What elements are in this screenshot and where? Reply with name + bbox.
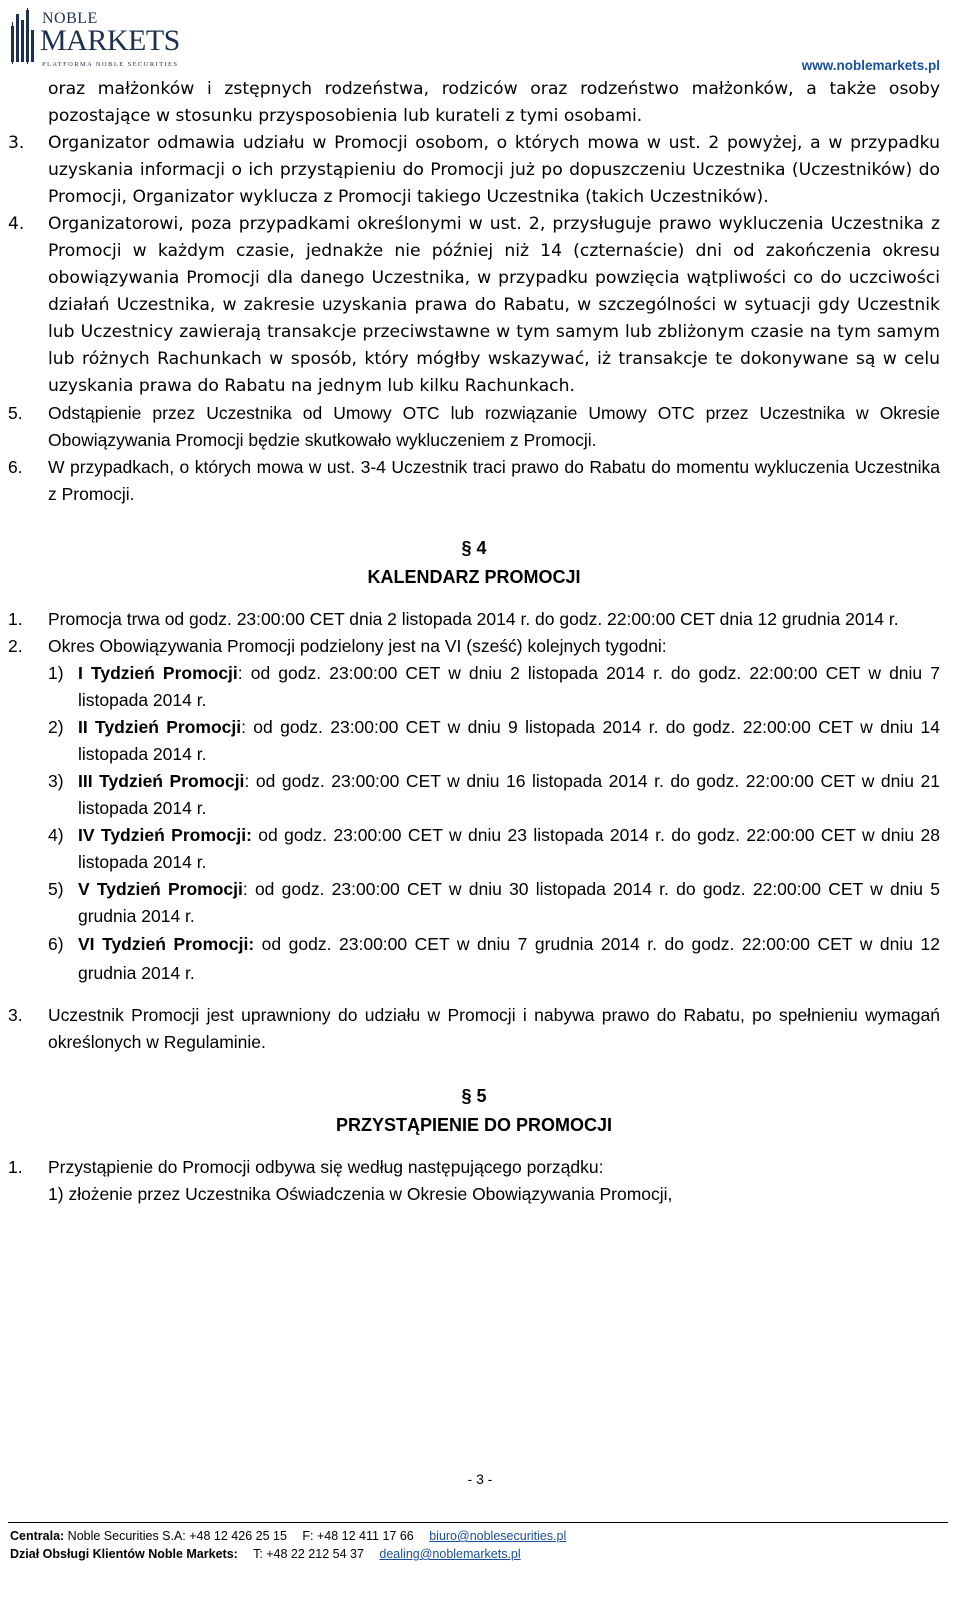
item-text: Uczestnik Promocji jest uprawniony do udziału w Promocji i nabywa prawo do Rabatu, po spełnieniu wymagań określonych w Regulaminie. xyxy=(48,1005,940,1052)
week-sep: : xyxy=(242,879,248,899)
week-sep: : xyxy=(241,717,246,737)
item-text: Odstąpienie przez Uczestnika od Umowy OTC lub rozwiązanie Umowy OTC przez Uczestnika w Okresie Obowiązywania Promocji będzie skutkowało wykluczeniem z Promocji. xyxy=(48,403,940,450)
item-number: 4. xyxy=(8,214,25,234)
week-title: IV Tydzień Promocji: xyxy=(78,825,252,845)
list-item xyxy=(8,454,940,508)
item-number: 6. xyxy=(8,457,23,477)
week-item xyxy=(8,876,940,930)
continued-line-2: pozostające w stosunku przysposobienia lub kurateli z tymi osobami. xyxy=(48,106,643,126)
week-item xyxy=(8,768,940,822)
week-text: od godz. 23:00:00 CET w dniu 30 listopada 2014 r. do godz. 22:00:00 CET w dniu 5 grudnia 2014 r. xyxy=(78,879,940,926)
join-subitem-1 xyxy=(8,1181,940,1208)
week-text: od godz. 23:00:00 CET w dniu 9 listopada 2014 r. do godz. 22:00:00 CET w dniu 14 listopada 2014 r. xyxy=(78,717,940,764)
week-sep: : xyxy=(237,663,243,683)
week-item xyxy=(8,660,940,714)
week-item xyxy=(8,930,940,988)
item-number: 5. xyxy=(8,403,23,423)
footer-email-dealing-link[interactable]: dealing@noblemarkets.pl xyxy=(379,1547,521,1561)
item-text: Przystąpienie do Promocji odbywa się według następującego porządku: xyxy=(48,1157,604,1177)
noble-markets-logo xyxy=(10,6,180,68)
week-title: I Tydzień Promocji xyxy=(78,663,238,683)
footer-divider xyxy=(8,1522,948,1523)
document-body xyxy=(8,76,940,1208)
logo-markets-text: MARKETS xyxy=(40,24,180,57)
week-text: od godz. 23:00:00 CET w dniu 7 grudnia 2014 r. do godz. 22:00:00 CET w dniu 12 grudnia 2014 r. xyxy=(78,934,940,983)
week-number: 2) xyxy=(48,717,64,737)
footer-line-1 xyxy=(10,1529,566,1543)
list-item xyxy=(8,130,940,211)
footer-fax: F: +48 12 411 17 66 xyxy=(302,1529,414,1543)
section-4-title: KALENDARZ PROMOCJI xyxy=(367,567,581,587)
item-number: 2. xyxy=(8,636,23,656)
list-item xyxy=(8,211,940,400)
week-title: V Tydzień Promocji xyxy=(78,879,243,899)
continued-line-1: oraz małżonków i zstępnych rodzeństwa, rodziców oraz rodzeństwo małżonków, a także osoby xyxy=(48,79,940,99)
footer-line-2 xyxy=(10,1547,521,1561)
item-number: 1. xyxy=(8,609,23,629)
item-text: Okres Obowiązywania Promocji podzielony jest na VI (sześć) kolejnych tygodni: xyxy=(48,636,667,656)
item-text: Promocja trwa od godz. 23:00:00 CET dnia 2 listopada 2014 r. do godz. 22:00:00 CET dnia 12 grudnia 2014 r. xyxy=(48,609,899,629)
item-text: Organizator odmawia udziału w Promocji osobom, o których mowa w ust. 2 powyżej, a w przypadku uzyskania informacji o ich przystąpieniu do Promocji już po dopuszczeniu Uczestnika (Uczestników) do Promocji, Organizator wyklucza z Promocji takiego Uczestnika (takich Uczestników). xyxy=(48,133,940,207)
week-sep: : xyxy=(244,771,250,791)
section-5-title: PRZYSTĄPIENIE DO PROMOCJI xyxy=(335,1115,613,1135)
footer-customer-service-phone: T: +48 22 212 54 37 xyxy=(253,1547,364,1561)
week-title: II Tydzień Promocji xyxy=(78,717,242,737)
week-text: od godz. 23:00:00 CET w dniu 23 listopada 2014 r. do godz. 22:00:00 CET w dniu 28 listopada 2014 r. xyxy=(78,825,940,872)
week-item xyxy=(8,714,940,768)
calendar-item-2 xyxy=(8,633,940,660)
logo-bars-icon xyxy=(10,8,38,64)
footer-customer-service-label: Dział Obsługi Klientów Noble Markets: xyxy=(10,1547,238,1561)
week-number: 1) xyxy=(48,663,64,683)
week-text: od godz. 23:00:00 CET w dniu 16 listopada 2014 r. do godz. 22:00:00 CET w dniu 21 listopada 2014 r. xyxy=(78,771,940,818)
week-text: od godz. 23:00:00 CET w dniu 2 listopada 2014 r. do godz. 22:00:00 CET w dniu 7 listopada 2014 r. xyxy=(78,663,940,710)
section-5-number: § 5 xyxy=(461,1086,487,1106)
week-item xyxy=(8,822,940,876)
week-number: 5) xyxy=(48,879,64,899)
item-text: W przypadkach, o których mowa w ust. 3-4 Uczestnik traci prawo do Rabatu do momentu wykluczenia Uczestnika z Promocji. xyxy=(48,457,940,504)
week-number: 6) xyxy=(48,934,64,954)
week-title: VI Tydzień Promocji: xyxy=(78,934,255,954)
logo-noble-text: NOBLE xyxy=(42,10,98,27)
footer-email-biuro-link[interactable]: biuro@noblesecurities.pl xyxy=(429,1529,567,1543)
item-number: 3. xyxy=(8,133,25,153)
calendar-item-1 xyxy=(8,606,940,633)
join-item-1 xyxy=(8,1154,940,1181)
page-number: - 3 - xyxy=(467,1471,493,1487)
list-item xyxy=(8,400,940,454)
item-number: 1. xyxy=(8,1157,23,1177)
page-header xyxy=(0,0,960,78)
footer-headquarters-phone: Noble Securities S.A: +48 12 426 25 15 xyxy=(67,1529,287,1543)
subitem-number: 1) xyxy=(48,1184,64,1204)
site-url: www.noblemarkets.pl xyxy=(801,58,940,73)
week-title: III Tydzień Promocji xyxy=(78,771,245,791)
subitem-text: złożenie przez Uczestnika Oświadczenia w Okresie Obowiązywania Promocji, xyxy=(68,1184,673,1204)
item-number: 3. xyxy=(8,1005,23,1025)
continued-paragraph xyxy=(8,76,940,130)
calendar-item-3 xyxy=(8,1002,940,1056)
logo-subtitle: PLATFORMA NOBLE SECURITIES xyxy=(42,61,179,68)
section-4-number: § 4 xyxy=(461,538,487,558)
week-number: 3) xyxy=(48,771,64,791)
item-text: Organizatorowi, poza przypadkami określonymi w ust. 2, przysługuje prawo wykluczenia Uczestnika z Promocji w każdym czasie, jednakże nie później niż 14 (czternaście) dni od zakończenia okresu obowiązywania Promocji dla danego Uczestnika, w przypadku powzięcia wątpliwości co do uczciwości działań Uczestnika, w zakresie uzyskania prawa do Rabatu, w szczególności w sytuacji gdy Uczestnik lub Uczestnicy zawierają transakcje przeciwstawne w tym samym lub zbliżonym czasie na tym samym lub różnych Rachunkach w sposób, który mógłby wskazywać, iż transakcje te dokonywane są w celu uzyskania prawa do Rabatu na jednym lub kilku Rachunkach. xyxy=(48,214,940,396)
footer-headquarters-label: Centrala: xyxy=(10,1529,65,1543)
week-number: 4) xyxy=(48,825,64,845)
